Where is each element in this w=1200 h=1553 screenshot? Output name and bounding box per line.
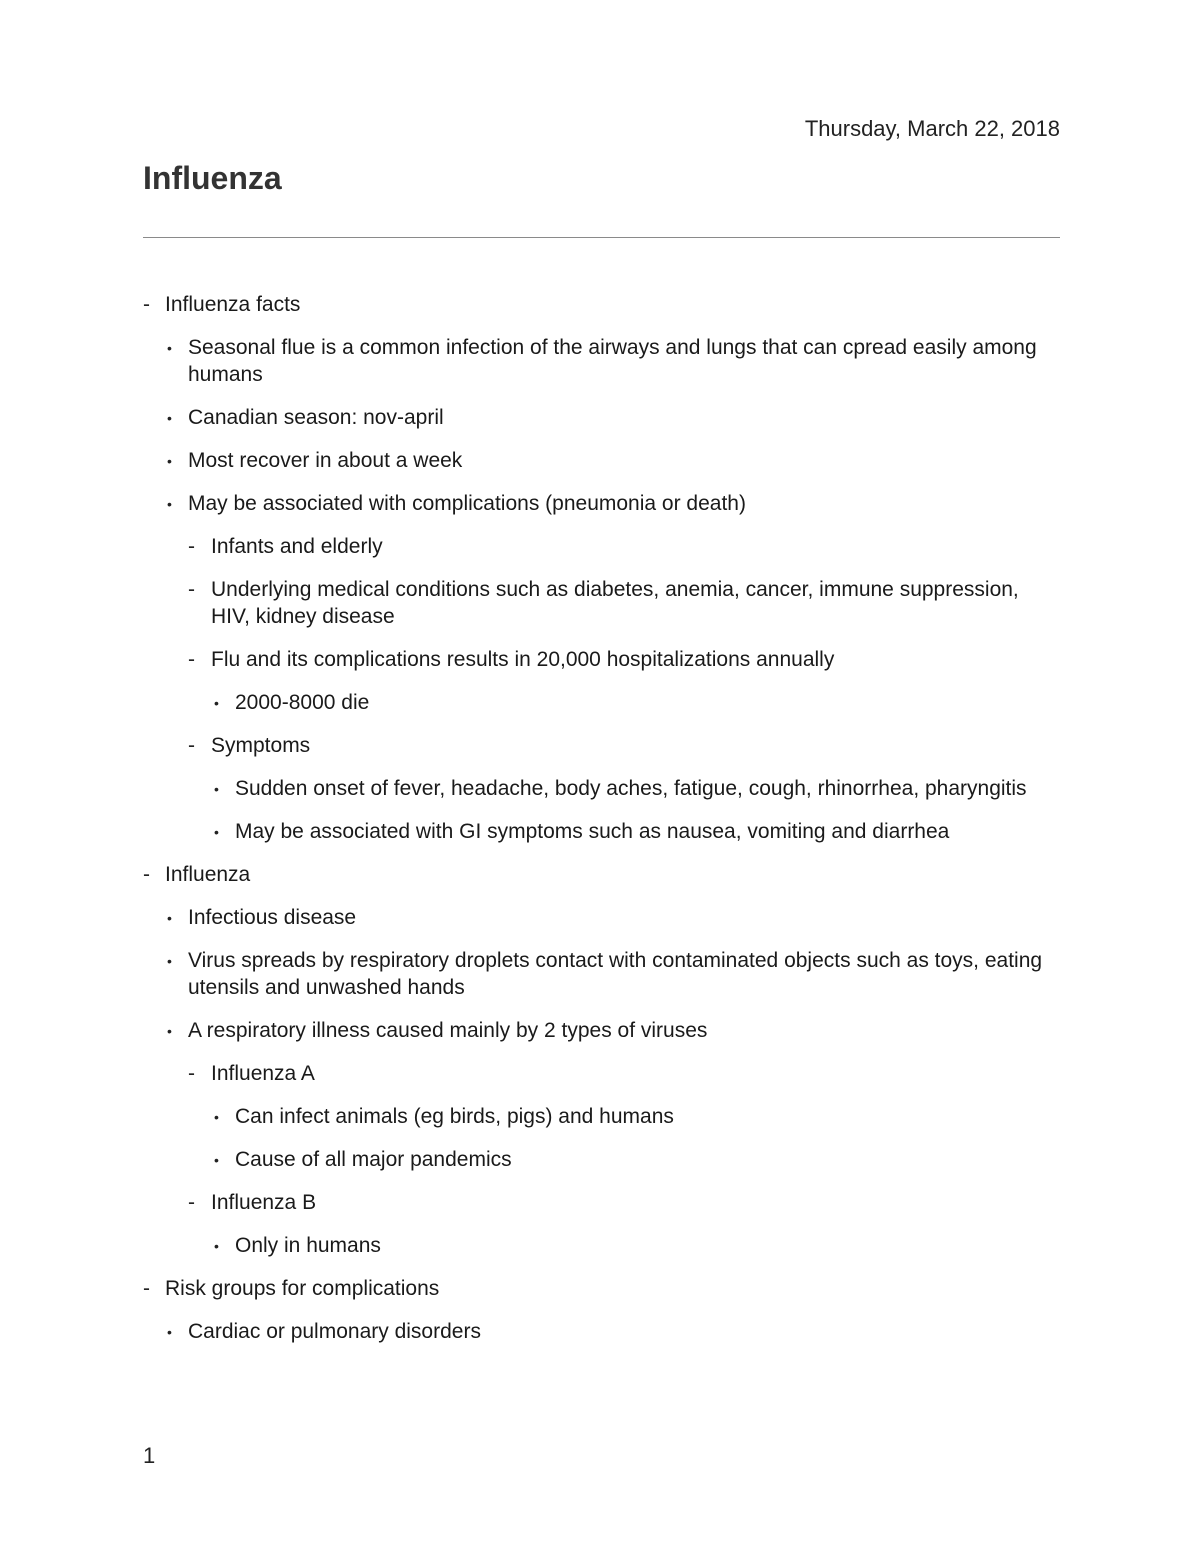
dot-bullet-icon: •	[214, 695, 219, 711]
outline-item-text: Cause of all major pandemics	[235, 1148, 512, 1171]
outline-item	[0, 646, 1200, 673]
outline-item	[0, 291, 1200, 318]
dash-bullet-icon: -	[188, 648, 195, 671]
outline-item	[0, 1017, 1200, 1044]
outline-item	[0, 775, 1200, 802]
outline-item-text: May be associated with complications (pneumonia or death)	[188, 492, 746, 515]
outline-item-text: Flu and its complications results in 20,000 hospitalizations annually	[211, 648, 835, 671]
dash-bullet-icon: -	[188, 578, 195, 601]
dash-bullet-icon: -	[143, 863, 150, 886]
outline-item-text: Influenza A	[211, 1062, 315, 1085]
dot-bullet-icon: •	[214, 1238, 219, 1254]
outline-item	[0, 576, 1200, 630]
outline-item	[0, 1189, 1200, 1216]
dot-bullet-icon: •	[167, 410, 172, 426]
outline-item	[0, 490, 1200, 517]
date-header: Thursday, March 22, 2018	[804, 116, 1060, 141]
outline-item-text: Cardiac or pulmonary disorders	[188, 1320, 481, 1343]
outline-item	[0, 404, 1200, 431]
page-number: 1	[143, 1443, 156, 1468]
outline-item	[0, 334, 1200, 388]
dot-bullet-icon: •	[167, 953, 172, 969]
outline-item-text: Influenza facts	[165, 293, 301, 316]
outline-item	[0, 1060, 1200, 1087]
outline-item-text: 2000-8000 die	[235, 691, 370, 714]
outline-item	[0, 1146, 1200, 1173]
outline-item	[0, 818, 1200, 845]
outline-item	[0, 1318, 1200, 1345]
dash-bullet-icon: -	[188, 734, 195, 757]
outline-item-text: Risk groups for complications	[165, 1277, 440, 1300]
dot-bullet-icon: •	[167, 340, 172, 356]
outline-item-text: Most recover in about a week	[188, 449, 463, 472]
outline-item-text: Can infect animals (eg birds, pigs) and humans	[235, 1105, 674, 1128]
dash-bullet-icon: -	[143, 1277, 150, 1300]
outline-item	[0, 732, 1200, 759]
dot-bullet-icon: •	[167, 910, 172, 926]
dot-bullet-icon: •	[167, 1023, 172, 1039]
outline-item-text: Infectious disease	[188, 906, 357, 929]
outline-item-text: Symptoms	[211, 734, 311, 757]
page-title: Influenza	[143, 160, 282, 196]
outline-item-text: A respiratory illness caused mainly by 2 types of viruses	[188, 1019, 708, 1042]
dot-bullet-icon: •	[214, 1152, 219, 1168]
dot-bullet-icon: •	[214, 824, 219, 840]
outline-item	[0, 861, 1200, 888]
outline-item	[0, 447, 1200, 474]
outline-item-text: Influenza B	[211, 1191, 317, 1214]
outline-item	[0, 904, 1200, 931]
outline-item-text: Influenza	[165, 863, 251, 886]
outline-item-text: Underlying medical conditions such as diabetes, anemia, cancer, immune suppression, HIV, kidney disease	[211, 578, 1019, 628]
dot-bullet-icon: •	[214, 1109, 219, 1125]
outline-item-text: Only in humans	[235, 1234, 381, 1257]
dot-bullet-icon: •	[167, 496, 172, 512]
dot-bullet-icon: •	[214, 781, 219, 797]
notes-outline	[0, 291, 1200, 1361]
dot-bullet-icon: •	[167, 453, 172, 469]
outline-item-text: May be associated with GI symptoms such as nausea, vomiting and diarrhea	[235, 820, 950, 843]
outline-item-text: Virus spreads by respiratory droplets contact with contaminated objects such as toys, eating utensils and unwashed hands	[188, 949, 1043, 999]
outline-item-text: Seasonal flue is a common infection of the airways and lungs that can cpread easily among humans	[188, 336, 1037, 386]
outline-item	[0, 1275, 1200, 1302]
outline-item-text: Infants and elderly	[211, 535, 383, 558]
dash-bullet-icon: -	[188, 1062, 195, 1085]
dash-bullet-icon: -	[188, 535, 195, 558]
outline-item	[0, 689, 1200, 716]
dash-bullet-icon: -	[143, 293, 150, 316]
outline-item-text: Sudden onset of fever, headache, body aches, fatigue, cough, rhinorrhea, pharyngitis	[235, 777, 1027, 800]
dot-bullet-icon: •	[167, 1324, 172, 1340]
outline-item-text: Canadian season: nov-april	[188, 406, 444, 429]
outline-item	[0, 1103, 1200, 1130]
outline-item	[0, 533, 1200, 560]
dash-bullet-icon: -	[188, 1191, 195, 1214]
title-divider	[143, 237, 1060, 238]
outline-item	[0, 947, 1200, 1001]
outline-item	[0, 1232, 1200, 1259]
